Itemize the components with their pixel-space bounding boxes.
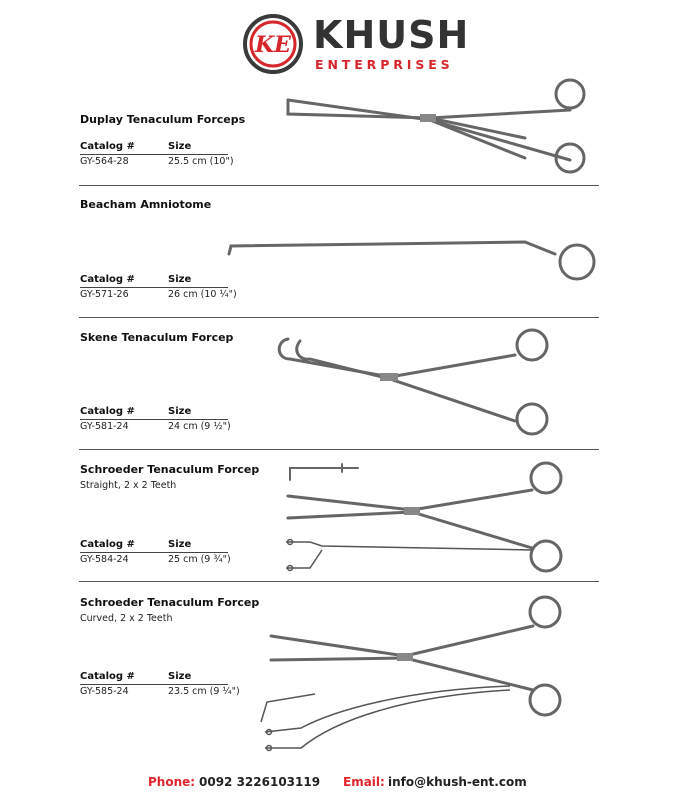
phone-label: Phone:: [148, 775, 196, 789]
product-title: Skene Tenaculum Forcep: [80, 331, 234, 344]
phone-number[interactable]: 0092 3226103119: [199, 775, 321, 789]
catalog-header: Catalog #: [80, 274, 135, 285]
catalog-header: Catalog #: [80, 406, 135, 417]
header-underline: [80, 552, 228, 553]
product-subtitle: Straight, 2 x 2 Teeth: [80, 480, 177, 491]
header-underline: [80, 287, 228, 288]
catalog-number: GY-571-26: [80, 289, 129, 300]
section-divider: [79, 581, 599, 582]
size-value: 26 cm (10 ¼"): [168, 289, 237, 300]
skene-forceps-icon: [270, 325, 600, 440]
logo-monogram-circle: [243, 14, 303, 74]
brand-tagline: ENTERPRISES: [315, 57, 454, 72]
header-underline: [80, 154, 228, 155]
email-label: Email:: [343, 775, 385, 789]
catalog-header: Catalog #: [80, 539, 135, 550]
size-value: 23.5 cm (9 ¼"): [168, 686, 240, 697]
amniotome-icon: [225, 232, 605, 282]
schroeder-curved-forceps-icon: [255, 590, 600, 760]
contact-footer: [0, 775, 689, 791]
product-title: Schroeder Tenaculum Forcep: [80, 463, 260, 476]
section-divider: [79, 317, 599, 318]
logo-monogram-icon: [247, 18, 299, 70]
catalog-number: GY-584-24: [80, 554, 129, 565]
catalog-number: GY-581-24: [80, 421, 129, 432]
size-value: 25.5 cm (10"): [168, 156, 234, 167]
size-value: 25 cm (9 ¾"): [168, 554, 231, 565]
section-divider: [79, 449, 599, 450]
logo-monogram-text: KE: [255, 32, 291, 58]
catalog-header: Catalog #: [80, 141, 135, 152]
size-header: Size: [168, 141, 192, 152]
size-header: Size: [168, 671, 192, 682]
header-underline: [80, 684, 228, 685]
product-subtitle: Curved, 2 x 2 Teeth: [80, 613, 173, 624]
size-header: Size: [168, 274, 192, 285]
brand-name: KHUSH: [313, 13, 470, 57]
catalog-number: GY-564-28: [80, 156, 129, 167]
product-title: Duplay Tenaculum Forceps: [80, 113, 246, 126]
header-underline: [80, 419, 228, 420]
product-title: Schroeder Tenaculum Forcep: [80, 596, 260, 609]
catalog-header: Catalog #: [80, 671, 135, 682]
brand-logo: [243, 13, 470, 78]
size-value: 24 cm (9 ½"): [168, 421, 231, 432]
schroeder-straight-forceps-icon: [282, 458, 602, 578]
section-divider: [79, 185, 599, 186]
size-header: Size: [168, 539, 192, 550]
product-title: Beacham Amniotome: [80, 198, 212, 211]
email-address[interactable]: info@khush-ent.com: [388, 775, 527, 789]
catalog-number: GY-585-24: [80, 686, 129, 697]
duplay-forceps-icon: [280, 74, 600, 174]
size-header: Size: [168, 406, 192, 417]
